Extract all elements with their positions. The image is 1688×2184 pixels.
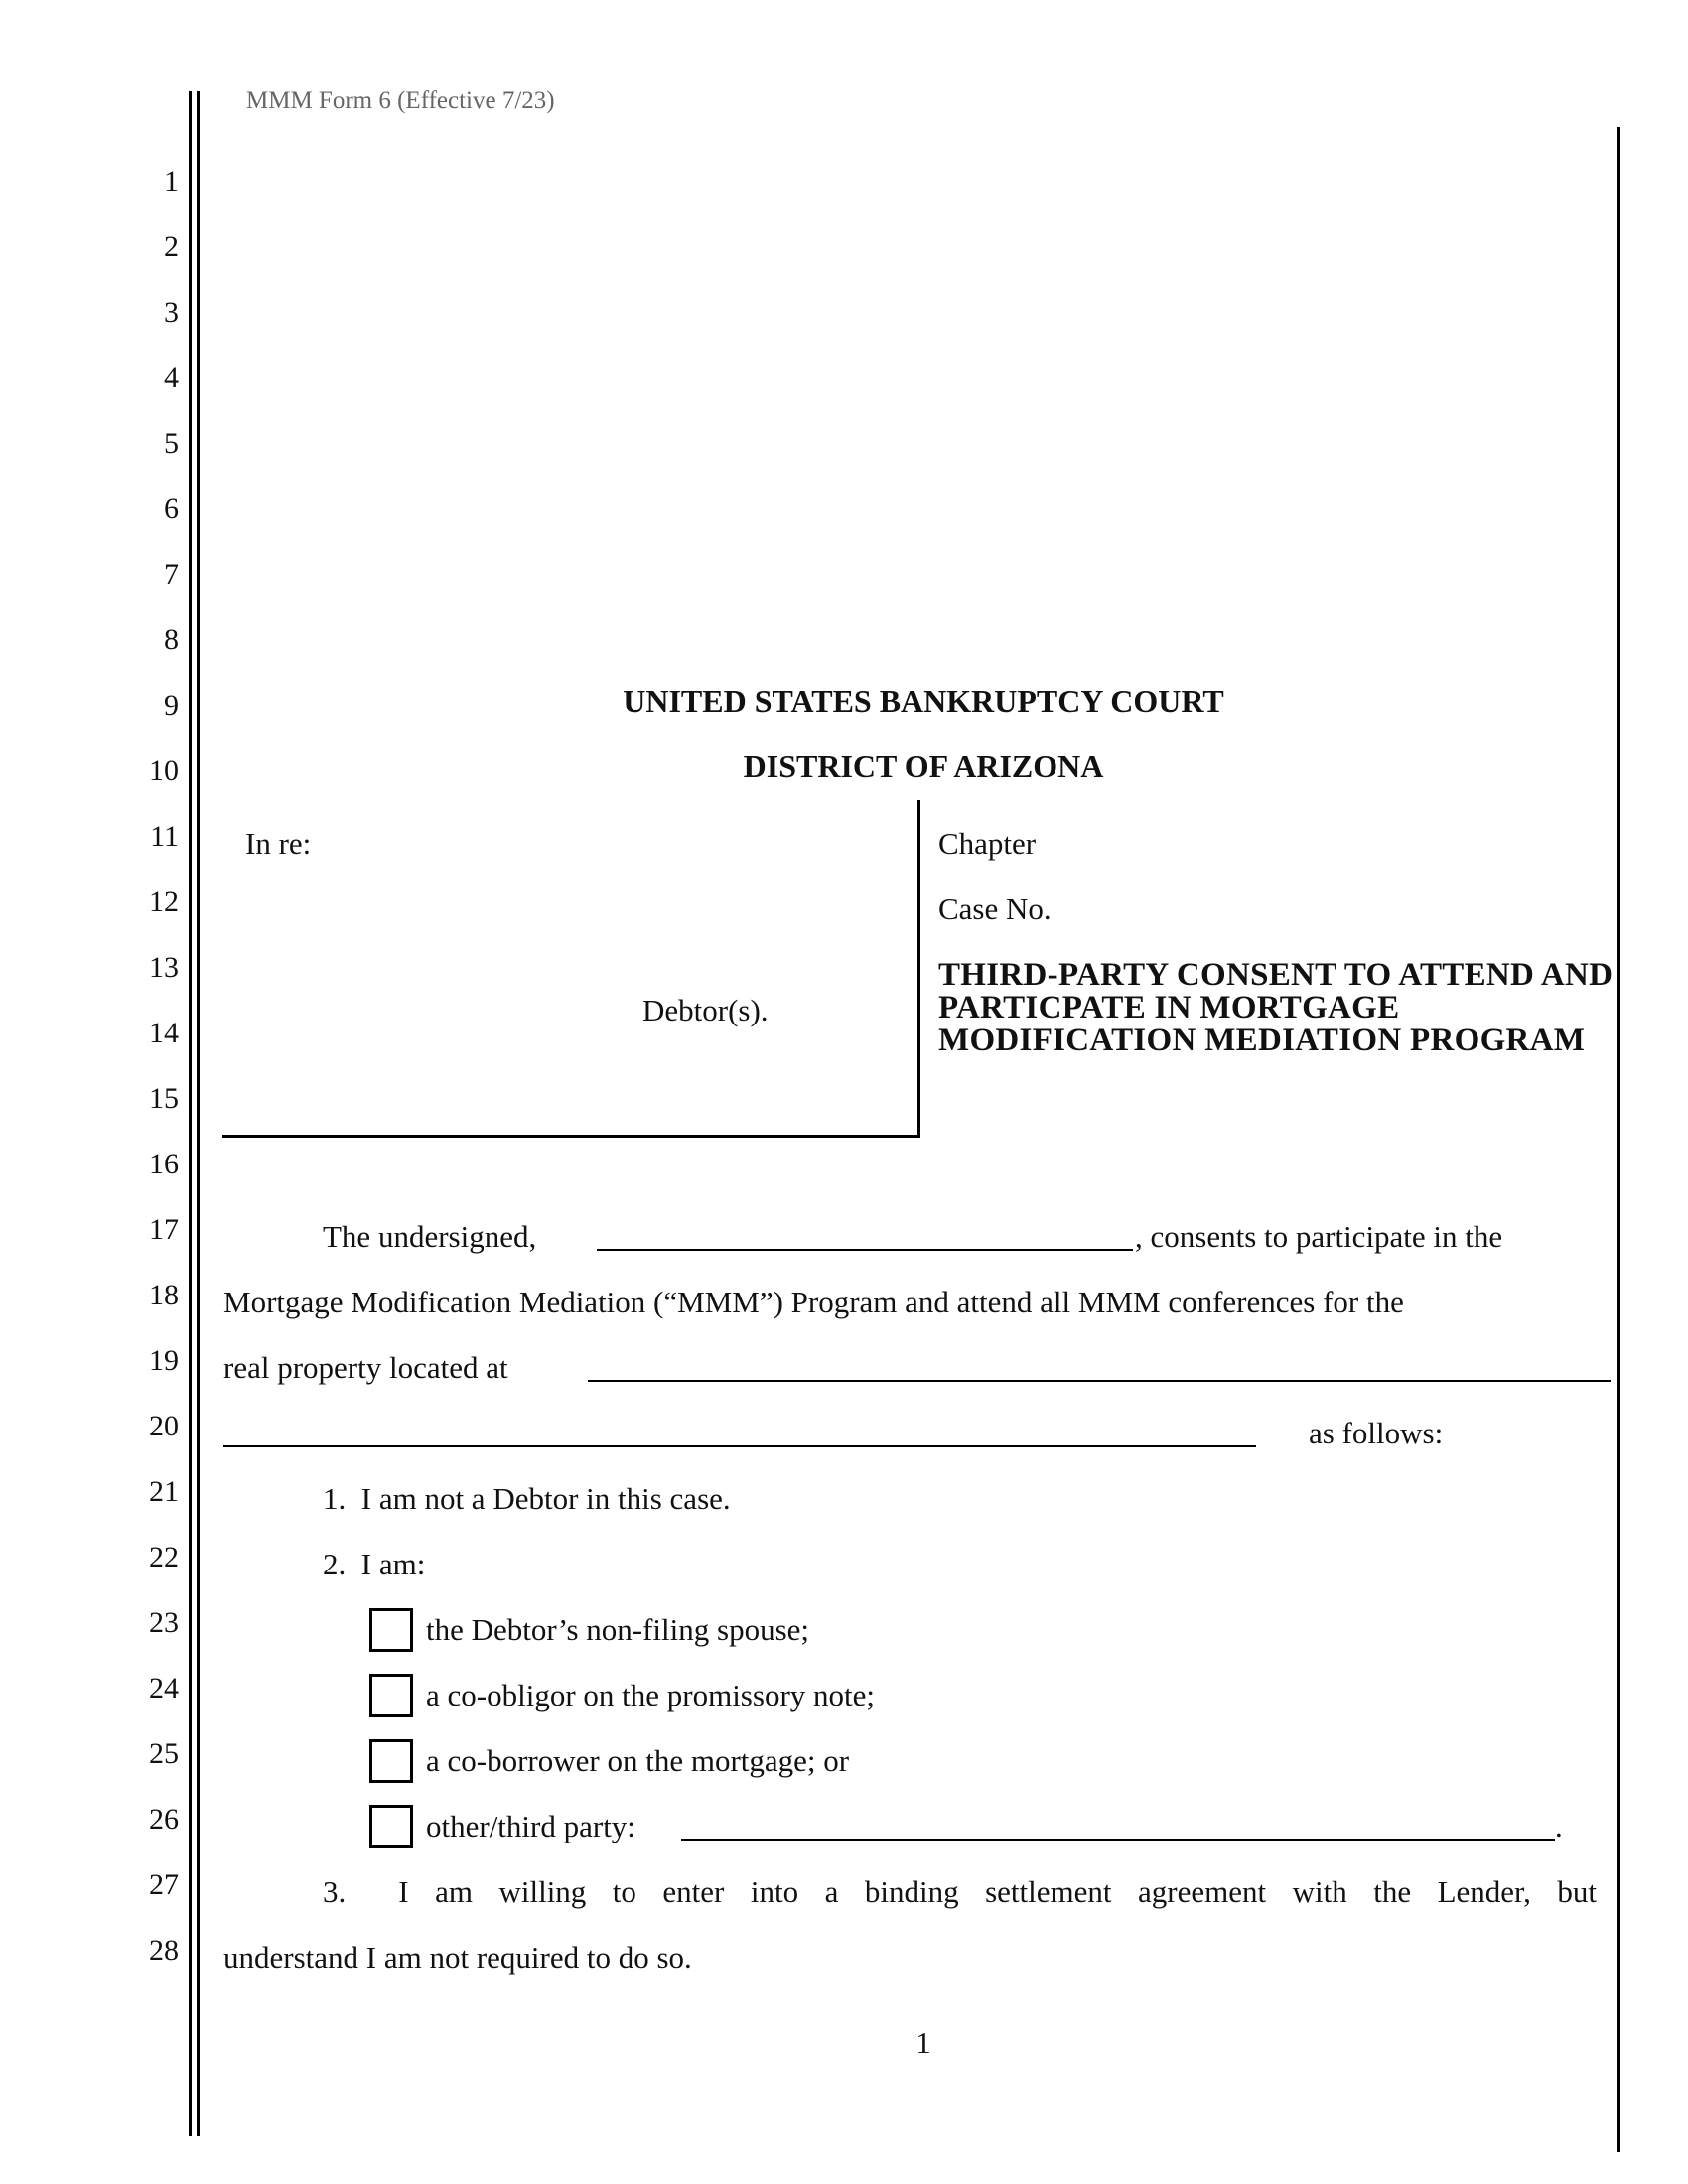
line-number: 21	[149, 1475, 179, 1508]
chapter-label: Chapter	[938, 826, 1037, 861]
court-district: DISTRICT OF ARIZONA	[743, 749, 1104, 784]
item-2: 2. I am:	[323, 1547, 426, 1581]
case-number-label: Case No.	[938, 891, 1052, 926]
line-number: 1	[164, 165, 179, 198]
property-address-blank[interactable]	[588, 1380, 1611, 1382]
line-number: 3	[164, 296, 179, 329]
option-co-borrower: a co-borrower on the mortgage; or	[426, 1743, 850, 1778]
line-number: 13	[149, 951, 179, 984]
other-party-blank[interactable]	[681, 1839, 1555, 1841]
court-name: UNITED STATES BANKRUPTCY COURT	[623, 683, 1224, 719]
line-number: 15	[149, 1082, 179, 1115]
debtor-label: Debtor(s).	[642, 993, 769, 1027]
checkbox-other[interactable]	[369, 1805, 413, 1848]
line-number: 27	[149, 1868, 179, 1901]
line-number: 18	[149, 1279, 179, 1311]
line-number: 10	[149, 754, 179, 787]
line-number: 23	[149, 1606, 179, 1639]
line-number: 2	[164, 230, 179, 263]
program-text: Mortgage Modification Mediation (“MMM”) Program and attend all MMM conferences for the	[223, 1285, 1404, 1319]
line-number: 22	[149, 1541, 179, 1573]
document-title: THIRD-PARTY CONSENT TO ATTEND AND PARTICPATE IN MORTGAGE MODIFICATION MEDIATION PROGRAM	[938, 957, 1614, 1058]
line-number: 19	[149, 1344, 179, 1377]
other-period: .	[1555, 1809, 1563, 1843]
left-margin-rule-inner	[197, 91, 200, 2136]
option-spouse: the Debtor’s non-filing spouse;	[426, 1612, 810, 1647]
option-co-obligor: a co-obligor on the promissory note;	[426, 1678, 875, 1712]
undersigned-text: The undersigned,	[323, 1219, 537, 1254]
right-margin-rule	[1617, 127, 1620, 2152]
line-number: 26	[149, 1803, 179, 1836]
property-address-blank-2[interactable]	[223, 1445, 1256, 1447]
line-number: 25	[149, 1737, 179, 1770]
line-number: 8	[164, 623, 179, 656]
line-number: 24	[149, 1672, 179, 1705]
in-re-label: In re:	[245, 826, 312, 861]
caption-divider	[917, 800, 920, 1138]
line-number: 9	[164, 689, 179, 722]
name-blank[interactable]	[597, 1249, 1133, 1251]
line-number: 5	[164, 427, 179, 460]
item-3: 3. I am willing to enter into a binding settlement agreement with the Lender, but	[323, 1874, 1597, 1909]
line-number: 12	[149, 886, 179, 918]
left-margin-rule	[189, 91, 192, 2136]
line-number: 17	[149, 1213, 179, 1246]
line-number: 7	[164, 558, 179, 591]
line-number: 6	[164, 492, 179, 525]
line-number: 11	[150, 820, 179, 853]
line-number: 4	[164, 361, 179, 394]
form-identifier: MMM Form 6 (Effective 7/23)	[246, 87, 555, 114]
line-number: 14	[149, 1017, 179, 1049]
line-number: 20	[149, 1410, 179, 1442]
checkbox-spouse[interactable]	[369, 1608, 413, 1652]
option-other: other/third party:	[426, 1809, 635, 1843]
line-number: 16	[149, 1148, 179, 1180]
page-number: 1	[915, 2025, 931, 2060]
line-number: 28	[149, 1934, 179, 1967]
caption-underline	[222, 1135, 920, 1138]
item-3-continued: understand I am not required to do so.	[223, 1940, 692, 1975]
item-1: 1. I am not a Debtor in this case.	[323, 1481, 731, 1516]
as-follows-text: as follows:	[1309, 1416, 1444, 1450]
checkbox-co-borrower[interactable]	[369, 1739, 413, 1783]
consent-text: , consents to participate in the	[1135, 1219, 1503, 1254]
checkbox-co-obligor[interactable]	[369, 1674, 413, 1717]
property-text: real property located at	[223, 1350, 508, 1385]
